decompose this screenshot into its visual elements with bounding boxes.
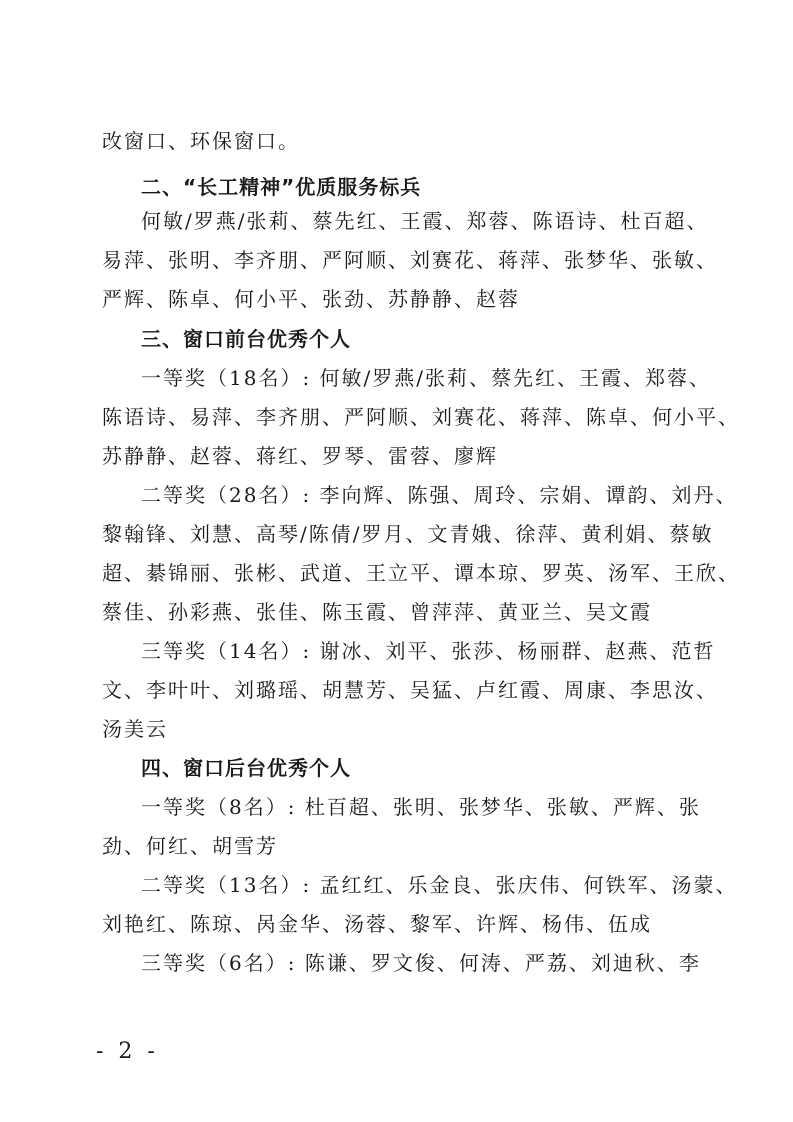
text-line-5: 严辉、陈卓、何小平、张劲、苏静静、赵蓉 (102, 287, 520, 311)
text-line-9: 苏静静、赵蓉、蒋红、罗琴、雷蓉、廖辉 (102, 444, 498, 468)
section-heading-3: 三、窗口前台优秀个人 (141, 327, 351, 351)
text-line-14: 三等奖（14名）: 谢冰、刘平、张莎、杨丽群、赵燕、范哲 (141, 639, 716, 663)
text-line-10: 二等奖（28名）: 李向辉、陈强、周玲、宗娟、谭韵、刘丹、 (141, 483, 738, 507)
text-line-3: 何敏/罗燕/张莉、蔡先红、王霞、郑蓉、陈语诗、杜百超、 (141, 209, 709, 233)
text-line-4: 易萍、张明、李齐朋、严阿顺、刘赛花、蒋萍、张梦华、张敏、 (102, 248, 718, 272)
section-heading-2: 二、“长工精神”优质服务标兵 (141, 175, 422, 199)
text-line-13: 蔡佳、孙彩燕、张佳、陈玉霞、曾萍萍、黄亚兰、吴文霞 (102, 600, 652, 624)
text-line-18: 一等奖（8名）: 杜百超、张明、张梦华、张敏、严辉、张 (141, 795, 701, 819)
text-line-8: 陈语诗、易萍、李齐朋、严阿顺、刘赛花、蒋萍、陈卓、何小平、 (102, 405, 740, 429)
section-heading-4: 四、窗口后台优秀个人 (141, 756, 351, 780)
text-line-11: 黎翰锋、刘慧、高琴/陈倩/罗月、文青娥、徐萍、黄利娟、蔡敏 (102, 522, 714, 546)
text-line-1: 改窗口、环保窗口。 (102, 129, 300, 153)
text-line-12: 超、綦锦丽、张彬、武道、王立平、谭本琼、罗英、汤军、王欣、 (102, 561, 740, 585)
text-line-19: 劲、何红、胡雪芳 (102, 834, 278, 858)
text-line-7: 一等奖（18名）: 何敏/罗燕/张莉、蔡先红、王霞、郑蓉、 (141, 366, 712, 390)
text-line-16: 汤美云 (102, 717, 168, 741)
text-line-20: 二等奖（13名）: 孟红红、乐金良、张庆伟、何铁军、汤蒙、 (141, 873, 738, 897)
text-line-21: 刘艳红、陈琼、呙金华、汤蓉、黎军、许辉、杨伟、伍成 (102, 912, 652, 936)
text-line-22: 三等奖（6名）: 陈谦、罗文俊、何涛、严荔、刘迪秋、李 (141, 951, 701, 975)
text-line-15: 文、李叶叶、刘璐瑶、胡慧芳、吴猛、卢红霞、周康、李思汝、 (102, 678, 718, 702)
page-number: - 2 - (96, 1039, 159, 1064)
